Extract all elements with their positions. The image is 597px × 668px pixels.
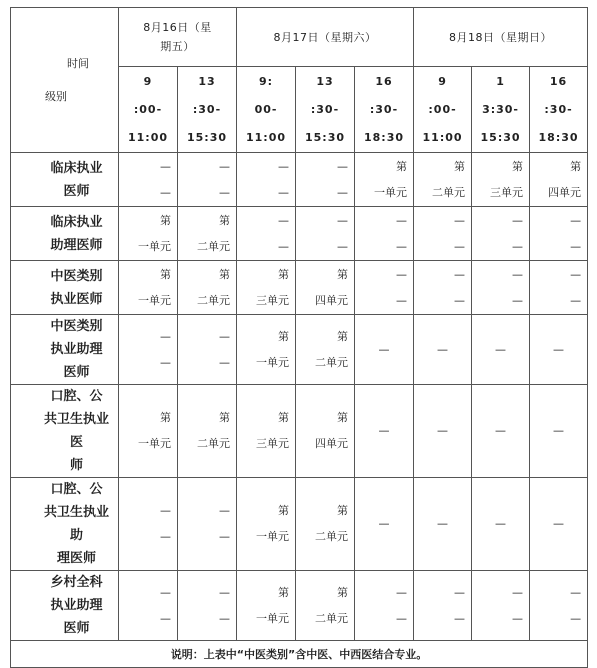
cell-text: 一单元 [138, 437, 171, 450]
cell-text: 一单元 [138, 239, 171, 253]
cell-text: — [219, 355, 230, 369]
cell-text: — [553, 517, 565, 530]
level-line: 执业医师 [50, 291, 103, 307]
schedule-cell [296, 478, 355, 571]
schedule-cell [530, 385, 588, 478]
schedule-cell [296, 571, 355, 641]
schedule-cell [178, 207, 237, 261]
date-header-aug17: 8月17日（星期六） [237, 8, 414, 67]
cell-text: — [378, 424, 390, 437]
cell-text: — [396, 293, 408, 307]
cell-text: — [396, 213, 408, 227]
cell-text: 一单元 [256, 530, 289, 543]
cell-text: 第 [160, 213, 171, 227]
schedule-cell [178, 261, 237, 315]
cell-text: 四单元 [315, 293, 348, 307]
time-slot-line: 11:00 [245, 130, 286, 144]
schedule-cell [530, 571, 588, 641]
cell-text: — [160, 530, 171, 543]
time-slot-line: 15:30 [186, 130, 227, 144]
cell-text: — [160, 185, 171, 199]
cell-text: — [512, 239, 524, 253]
schedule-cell [530, 478, 588, 571]
cell-text: — [512, 585, 524, 599]
schedule-cell [178, 571, 237, 641]
cell-text: 三单元 [256, 437, 289, 450]
table-row [11, 207, 588, 261]
time-slot-line: 3:30- [482, 102, 519, 116]
cell-text: — [337, 159, 348, 173]
level-cell [11, 571, 119, 641]
cell-text: 二单元 [315, 611, 348, 625]
cell-text: 一单元 [256, 611, 289, 625]
cell-text: — [437, 342, 449, 356]
level-line: 理医师 [56, 551, 96, 566]
cell-text: 二单元 [197, 293, 230, 307]
cell-text: — [396, 585, 408, 599]
cell-text: — [512, 267, 524, 281]
schedule-cell [414, 153, 472, 207]
cell-text: 四单元 [548, 185, 582, 199]
note-row [11, 641, 588, 668]
header-corner-cell [11, 8, 119, 153]
schedule-cell [237, 478, 296, 571]
level-line: 医师 [63, 621, 90, 636]
cell-text: 二单元 [315, 355, 348, 369]
cell-text: — [570, 267, 582, 281]
cell-text: — [396, 611, 408, 625]
schedule-cell [178, 478, 237, 571]
cell-text: — [278, 213, 289, 227]
table-row [11, 261, 588, 315]
schedule-cell [237, 315, 296, 385]
time-label: 时间 [67, 57, 89, 70]
schedule-cell [530, 315, 588, 385]
level-cell [11, 315, 119, 385]
time-slot-line: 9 [143, 74, 153, 88]
cell-text: — [160, 611, 171, 625]
schedule-cell [414, 571, 472, 641]
time-slot-line: :30- [544, 102, 573, 116]
cell-text: 第 [337, 585, 348, 599]
cell-text: — [512, 293, 524, 307]
level-line: 中医类别 [50, 268, 103, 284]
level-line: 临床执业 [50, 214, 103, 230]
cell-text: 二单元 [197, 239, 230, 253]
schedule-cell [296, 385, 355, 478]
schedule-cell [237, 261, 296, 315]
time-slot-line: :00- [133, 102, 163, 116]
schedule-cell [472, 478, 530, 571]
cell-text: 第 [512, 159, 524, 173]
cell-text: 第 [278, 267, 289, 281]
schedule-cell [296, 153, 355, 207]
cell-text: — [396, 267, 408, 281]
level-line: 口腔、公 [50, 389, 103, 404]
cell-text: — [337, 185, 348, 199]
table-row [11, 315, 588, 385]
cell-text: — [512, 213, 524, 227]
table-note: 说明：上表中“中医类别”含中医、中西医结合专业。 [11, 641, 588, 668]
time-slot-line: 15:30 [304, 130, 345, 144]
level-line: 医师 [63, 365, 90, 380]
schedule-cell [119, 571, 178, 641]
time-slot-header [237, 67, 296, 153]
schedule-cell [355, 385, 414, 478]
cell-text: — [437, 424, 449, 437]
cell-text: — [278, 185, 289, 199]
cell-text: 一单元 [256, 355, 289, 369]
schedule-cell [472, 261, 530, 315]
cell-text: 第 [219, 213, 230, 227]
cell-text: — [570, 213, 582, 227]
time-slot-line: 18:30 [538, 130, 579, 144]
time-slot-header [472, 67, 530, 153]
time-slot-header [178, 67, 237, 153]
schedule-cell [355, 261, 414, 315]
time-slot-line: 16 [375, 74, 393, 88]
time-slot-header [530, 67, 588, 153]
date-header-aug18: 8月18日（星期日） [414, 8, 588, 67]
cell-text: — [454, 213, 466, 227]
time-slot-line: 18:30 [364, 130, 405, 144]
cell-text: — [570, 239, 582, 253]
cell-text: — [219, 611, 230, 625]
time-slot-line: 16 [549, 74, 568, 88]
time-slot-line: :00- [428, 102, 457, 116]
schedule-cell [472, 153, 530, 207]
cell-text: — [160, 585, 171, 599]
schedule-cell [178, 153, 237, 207]
level-line: 共卫生执业医 [43, 412, 109, 450]
time-slot-line: 11:00 [422, 130, 463, 144]
time-slot-header [355, 67, 414, 153]
time-slot-line: 9: [258, 74, 274, 88]
schedule-cell [414, 385, 472, 478]
cell-text: — [160, 355, 171, 369]
header-date-row [11, 8, 588, 67]
cell-text: — [454, 585, 466, 599]
schedule-cell [472, 385, 530, 478]
cell-text: 第 [337, 504, 348, 517]
time-slot-line: :30- [310, 102, 340, 116]
schedule-cell [119, 478, 178, 571]
cell-text: — [337, 239, 348, 253]
cell-text: — [553, 424, 565, 437]
cell-text: 二单元 [432, 185, 466, 199]
schedule-cell [414, 315, 472, 385]
cell-text: — [219, 185, 230, 199]
level-cell [11, 478, 119, 571]
exam-schedule-table [10, 7, 588, 668]
cell-text: 第 [278, 411, 289, 424]
cell-text: — [278, 159, 289, 173]
cell-text: — [160, 504, 171, 517]
cell-text: 第 [219, 411, 230, 424]
level-line: 师 [69, 458, 83, 473]
level-line: 助理医师 [50, 237, 103, 253]
schedule-cell [119, 385, 178, 478]
level-label: 级别 [45, 90, 67, 103]
schedule-cell [472, 207, 530, 261]
table-row [11, 385, 588, 478]
level-cell [11, 261, 119, 315]
schedule-cell [178, 315, 237, 385]
cell-text: 第 [160, 411, 171, 424]
schedule-cell [119, 261, 178, 315]
cell-text: — [160, 329, 171, 343]
schedule-cell [472, 315, 530, 385]
schedule-cell [355, 207, 414, 261]
cell-text: — [570, 585, 582, 599]
cell-text: 第 [278, 329, 289, 343]
table-row [11, 478, 588, 571]
schedule-cell [119, 315, 178, 385]
level-cell [11, 385, 119, 478]
cell-text: — [378, 342, 390, 356]
cell-text: 第 [337, 411, 348, 424]
cell-text: — [396, 239, 408, 253]
cell-text: — [495, 342, 507, 356]
schedule-cell [355, 571, 414, 641]
cell-text: 第 [396, 159, 408, 173]
level-line: 执业助理 [50, 598, 103, 613]
table-row [11, 571, 588, 641]
cell-text: — [378, 517, 390, 530]
time-slot-header [119, 67, 178, 153]
schedule-cell [119, 153, 178, 207]
cell-text: — [454, 611, 466, 625]
cell-text: 二单元 [315, 530, 348, 543]
cell-text: 一单元 [138, 293, 171, 307]
cell-text: 第 [570, 159, 582, 173]
schedule-cell [472, 571, 530, 641]
table-row [11, 153, 588, 207]
date-header-aug16: 8月16日（星 期五） [119, 8, 237, 67]
cell-text: — [160, 159, 171, 173]
cell-text: — [454, 267, 466, 281]
cell-text: — [337, 213, 348, 227]
schedule-cell [355, 153, 414, 207]
cell-text: — [553, 342, 565, 356]
schedule-cell [530, 207, 588, 261]
schedule-cell [296, 261, 355, 315]
cell-text: 第 [219, 267, 230, 281]
cell-text: 二单元 [197, 437, 230, 450]
cell-text: — [570, 293, 582, 307]
cell-text: 第 [337, 329, 348, 343]
schedule-cell [296, 207, 355, 261]
schedule-cell [530, 261, 588, 315]
time-slot-line: 1 [496, 74, 505, 88]
schedule-cell [355, 315, 414, 385]
level-line: 共卫生执业助 [43, 505, 109, 543]
level-line: 中医类别 [50, 319, 103, 334]
cell-text: 第 [337, 267, 348, 281]
level-line: 乡村全科 [50, 575, 103, 590]
schedule-cell [530, 153, 588, 207]
cell-text: — [219, 329, 230, 343]
time-slot-line: 00- [254, 102, 278, 116]
cell-text: — [454, 293, 466, 307]
cell-text: — [219, 159, 230, 173]
level-cell [11, 207, 119, 261]
cell-text: — [495, 424, 507, 437]
cell-text: — [278, 239, 289, 253]
schedule-cell [237, 207, 296, 261]
cell-text: 四单元 [315, 437, 348, 450]
time-slot-line: :30- [369, 102, 399, 116]
level-line: 口腔、公 [50, 482, 103, 497]
cell-text: 第 [278, 504, 289, 517]
schedule-cell [414, 478, 472, 571]
cell-text: — [570, 611, 582, 625]
level-line: 执业助理 [50, 342, 103, 357]
time-slot-header [414, 67, 472, 153]
level-line: 临床执业 [50, 160, 103, 176]
schedule-cell [237, 153, 296, 207]
schedule-cell [237, 571, 296, 641]
time-slot-line: 11:00 [127, 130, 168, 144]
time-slot-line: 13 [198, 74, 216, 88]
schedule-cell [237, 385, 296, 478]
cell-text: 一单元 [374, 185, 408, 199]
cell-text: — [219, 530, 230, 543]
schedule-cell [178, 385, 237, 478]
cell-text: — [219, 504, 230, 517]
cell-text: 三单元 [256, 293, 289, 307]
level-cell [11, 153, 119, 207]
schedule-cell [414, 261, 472, 315]
level-line: 医师 [63, 183, 90, 199]
cell-text: — [454, 239, 466, 253]
schedule-cell [355, 478, 414, 571]
schedule-cell [119, 207, 178, 261]
cell-text: — [512, 611, 524, 625]
time-slot-header [296, 67, 355, 153]
schedule-cell [296, 315, 355, 385]
time-slot-line: 15:30 [480, 130, 521, 144]
cell-text: 第 [454, 159, 466, 173]
time-slot-line: 9 [438, 74, 447, 88]
schedule-cell [414, 207, 472, 261]
cell-text: — [495, 517, 507, 530]
cell-text: — [219, 585, 230, 599]
cell-text: 三单元 [490, 185, 524, 199]
cell-text: 第 [278, 585, 289, 599]
time-slot-line: :30- [192, 102, 222, 116]
cell-text: — [437, 517, 449, 530]
cell-text: 第 [160, 267, 171, 281]
time-slot-line: 13 [316, 74, 334, 88]
